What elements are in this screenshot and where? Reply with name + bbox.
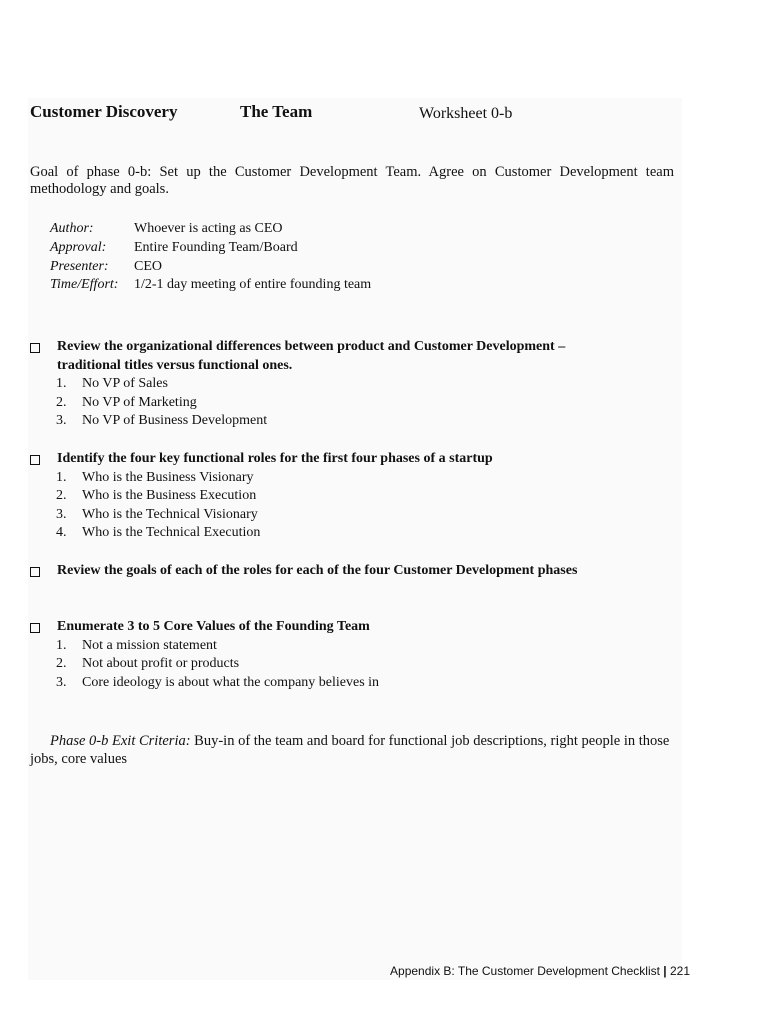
list-text: Who is the Technical Visionary: [82, 506, 258, 522]
sub-list: [28, 375, 628, 431]
checklist-section-org-differences: [28, 338, 628, 431]
meta-key: Time/Effort:: [50, 277, 119, 293]
list-text: No VP of Sales: [82, 376, 168, 392]
checklist-item-title: Enumerate 3 to 5 Core Values of the Founding Team: [57, 619, 370, 634]
exit-criteria-label: Phase 0-b Exit Criteria:: [50, 733, 191, 749]
topic-title: The Team: [240, 102, 313, 121]
checkbox-icon[interactable]: [30, 455, 40, 465]
list-number: 1.: [56, 469, 67, 485]
list-text: No VP of Business Development: [82, 413, 268, 429]
list-text: Who is the Business Visionary: [82, 469, 254, 485]
list-number: 1.: [56, 376, 67, 392]
list-item: [28, 375, 628, 394]
list-item: [28, 674, 628, 693]
checkbox-icon[interactable]: [30, 343, 40, 353]
footer-text: Appendix B: The Customer Development Checklist: [390, 964, 664, 978]
checklist-section-functional-roles: [28, 450, 628, 543]
list-text: Not a mission statement: [82, 637, 217, 653]
section-title: Customer Discovery: [30, 102, 178, 121]
page-number: 221: [666, 964, 690, 978]
list-text: Not about profit or products: [82, 656, 240, 672]
list-number: 2.: [56, 656, 67, 672]
list-number: 1.: [56, 637, 67, 653]
checklist-item-title: Review the organizational differences between product and Customer Development – traditional titles versus functional ones.: [57, 339, 566, 373]
meta-value: CEO: [134, 258, 162, 274]
meta-key: Presenter:: [50, 258, 109, 274]
list-number: 3.: [56, 674, 67, 690]
checklist-item-title: Review the goals of each of the roles for each of the four Customer Development phases: [57, 563, 578, 578]
meta-row-time-effort: [50, 276, 371, 295]
list-item: [28, 469, 628, 488]
list-text: Who is the Business Execution: [82, 488, 257, 504]
checklist-section-role-goals: [28, 562, 628, 581]
checklist-item-title: Identify the four key functional roles for the first four phases of a startup: [57, 451, 493, 466]
page-footer: [390, 964, 690, 978]
goal-paragraph: Goal of phase 0-b: Set up the Customer Development Team. Agree on Customer Development team methodology and goals.: [30, 164, 674, 197]
list-item: [28, 487, 628, 506]
checklist-item: [28, 562, 628, 581]
worksheet-label: Worksheet 0-b: [419, 105, 513, 122]
meta-value: 1/2-1 day meeting of entire founding team: [134, 277, 372, 293]
footer-separator: |: [663, 964, 667, 978]
list-number: 3.: [56, 413, 67, 429]
list-number: 3.: [56, 506, 67, 522]
list-text: Core ideology is about what the company believes in: [82, 674, 380, 690]
checklist-item: [28, 450, 628, 469]
exit-criteria: [30, 732, 678, 768]
checklist-item: [28, 618, 628, 637]
meta-row-author: [50, 220, 371, 239]
list-text: No VP of Marketing: [82, 394, 197, 410]
list-number: 2.: [56, 488, 67, 504]
list-item: [28, 506, 628, 525]
list-item: [28, 524, 628, 543]
worksheet-header: [30, 102, 680, 130]
checkbox-icon[interactable]: [30, 567, 40, 577]
list-item: [28, 394, 628, 413]
meta-row-presenter: [50, 258, 371, 277]
meta-key: Author:: [50, 221, 94, 236]
meta-row-approval: [50, 239, 371, 258]
meta-value: Entire Founding Team/Board: [134, 239, 298, 255]
list-text: Who is the Technical Execution: [82, 525, 261, 541]
list-item: [28, 637, 628, 656]
list-item: [28, 655, 628, 674]
checkbox-icon[interactable]: [30, 623, 40, 633]
meta-table: [50, 220, 371, 295]
meta-key: Approval:: [50, 239, 107, 255]
meta-value: Whoever is acting as CEO: [134, 221, 283, 236]
list-number: 2.: [56, 394, 67, 410]
checklist-item: [28, 338, 628, 375]
list-item: [28, 412, 628, 431]
checklist-section-core-values: [28, 618, 628, 692]
list-number: 4.: [56, 525, 67, 541]
sub-list: [28, 469, 628, 543]
exit-criteria-text: Buy-in of the team and board for functional job descriptions, right people in those jobs, core values: [30, 733, 670, 767]
sub-list: [28, 637, 628, 693]
